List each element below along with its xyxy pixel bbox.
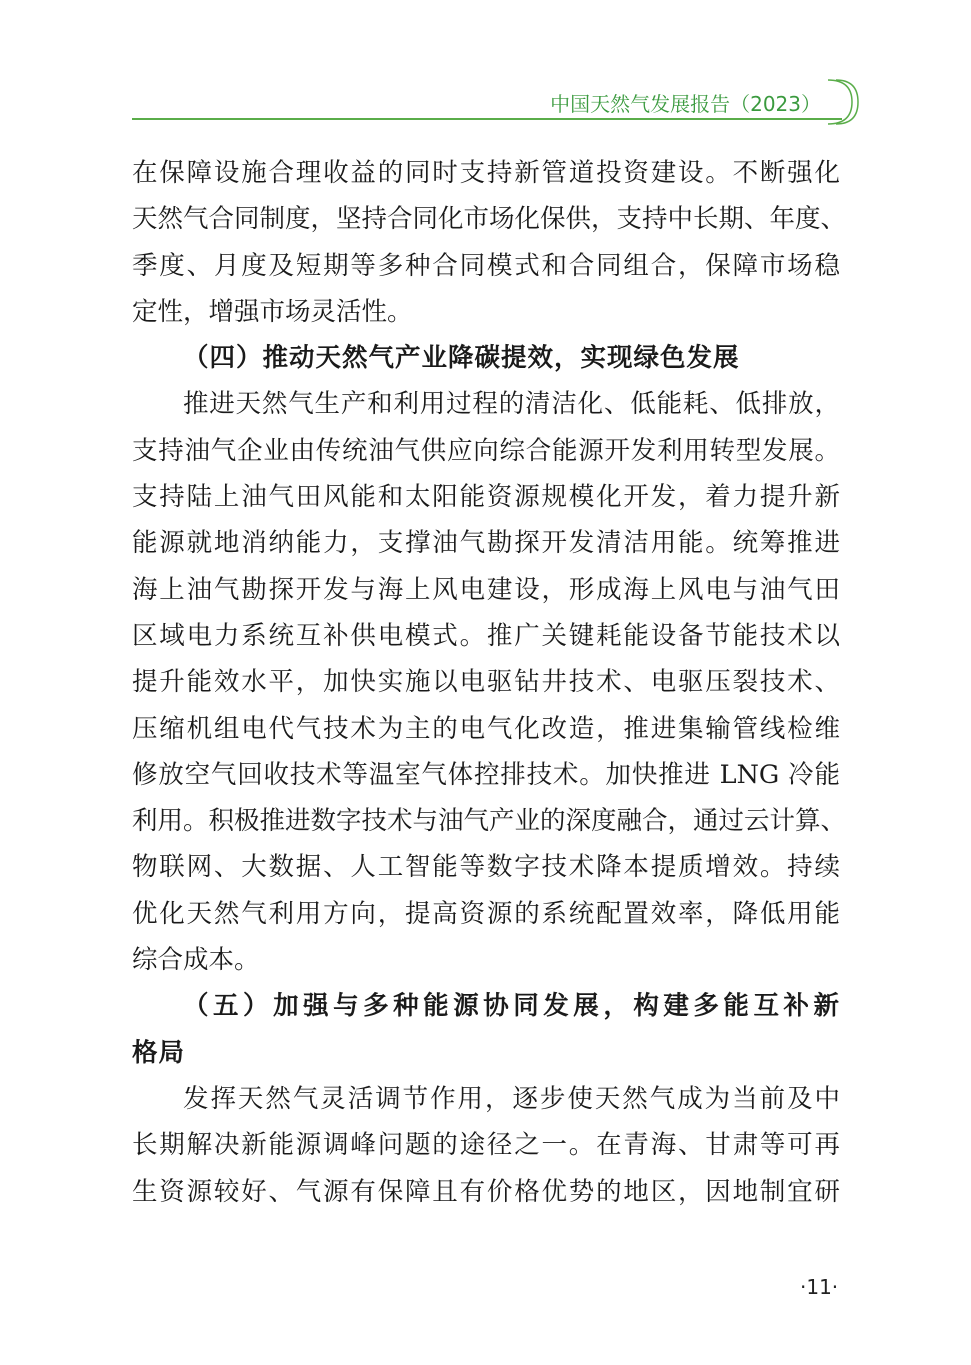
page-header bbox=[0, 0, 971, 140]
paragraph-line: 综合成本。 bbox=[132, 945, 260, 976]
page-number: ·11· bbox=[800, 1275, 839, 1299]
section-heading-5-cont: 格局 bbox=[132, 1037, 186, 1068]
paragraph-line: 区域电力系统互补供电模式。推广关键耗能设备节能技术以 bbox=[132, 620, 840, 651]
paragraph-line: 压缩机组电代气技术为主的电气化改造，推进集输管线检维 bbox=[132, 713, 840, 744]
paragraph-line: 海上油气勘探开发与海上风电建设，形成海上风电与油气田 bbox=[132, 574, 840, 605]
paragraph-line: 在保障设施合理收益的同时支持新管道投资建设。不断强化 bbox=[132, 158, 840, 188]
paragraph-line: 季度、月度及短期等多种合同模式和合同组合，保障市场稳 bbox=[132, 250, 840, 281]
paragraph-line: 利用。积极推进数字技术与油气产业的深度融合，通过云计算、 bbox=[132, 806, 847, 837]
header-rule bbox=[132, 118, 842, 120]
paragraph-line: 提升能效水平，加快实施以电驱钻井技术、电驱压裂技术、 bbox=[132, 667, 840, 698]
paragraph-line: 修放空气回收技术等温室气体控排技术。加快推进 LNG 冷能 bbox=[132, 759, 840, 790]
paragraph-line: 长期解决新能源调峰问题的途径之一。在青海、甘肃等可再 bbox=[132, 1130, 840, 1161]
paragraph-line: 支持油气企业由传统油气供应向综合能源开发利用转型发展。 bbox=[132, 435, 840, 466]
paragraph-line: 天然气合同制度，坚持合同化市场化保供，支持中长期、年度、 bbox=[132, 204, 847, 235]
paragraph-line: 推进天然气生产和利用过程的清洁化、低能耗、低排放， bbox=[183, 389, 840, 420]
section-heading-4: （四）推动天然气产业降碳提效，实现绿色发展 bbox=[183, 343, 740, 374]
report-title: 中国天然气发展报告（2023） bbox=[550, 92, 821, 116]
header-arc-decoration bbox=[790, 78, 860, 128]
paragraph-line: 支持陆上油气田风能和太阳能资源规模化开发，着力提升新 bbox=[132, 482, 840, 513]
paragraph-line: 能源就地消纳能力，支撑油气勘探开发清洁用能。统筹推进 bbox=[132, 528, 840, 559]
paragraph-line: 发挥天然气灵活调节作用，逐步使天然气成为当前及中 bbox=[183, 1083, 840, 1114]
paragraph-line: 物联网、大数据、人工智能等数字技术降本提质增效。持续 bbox=[132, 852, 840, 883]
section-heading-5: （五）加强与多种能源协同发展，构建多能互补新 bbox=[183, 991, 840, 1022]
paragraph-line: 生资源较好、气源有保障且有价格优势的地区，因地制宜研 bbox=[132, 1176, 840, 1207]
body-text bbox=[132, 150, 847, 1215]
paragraph-line: 定性，增强市场灵活性。 bbox=[132, 296, 413, 327]
paragraph-line: 优化天然气利用方向，提高资源的系统配置效率，降低用能 bbox=[132, 898, 840, 929]
